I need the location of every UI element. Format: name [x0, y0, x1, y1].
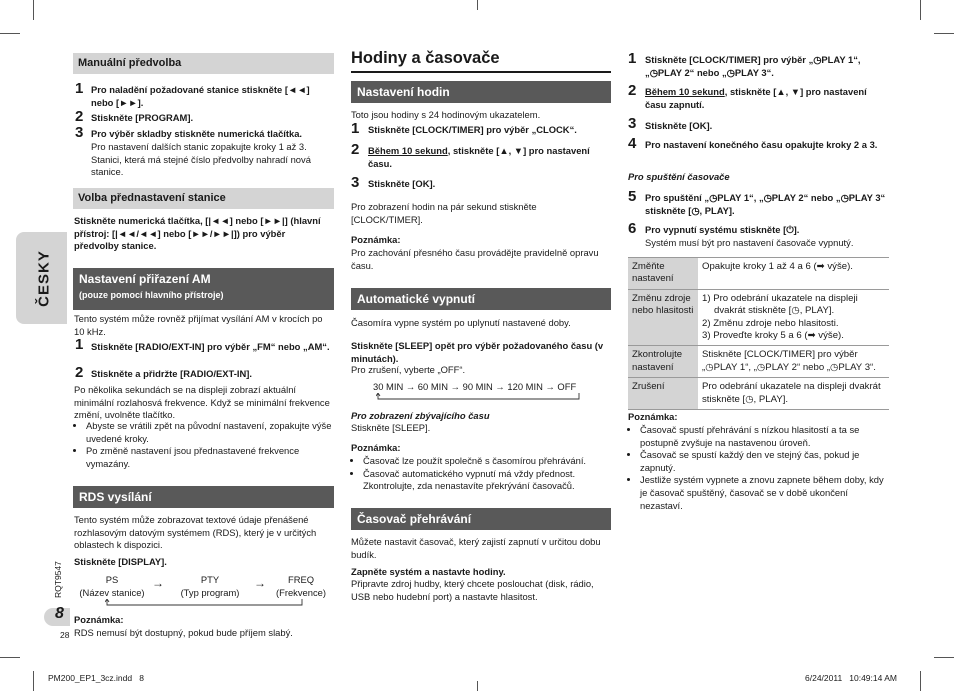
rds-pty-label: PTY	[200, 574, 220, 585]
am-step-1: Stiskněte [RADIO/EXT-IN] pro výběr „FM“ nebo „AM“.	[91, 341, 330, 352]
table-header-cell: Zrušení	[628, 378, 698, 410]
table-row	[628, 289, 889, 346]
crop-mark	[934, 657, 954, 658]
step-number: 2	[351, 141, 360, 158]
crop-mark	[33, 0, 34, 20]
clock-step-2-text: , stiskněte [▲, ▼] pro nastavení času.	[368, 145, 590, 169]
crop-mark	[477, 681, 478, 691]
table-header-cell: Změňte nastavení	[628, 258, 698, 290]
rds-freq-sub: (Frekvence)	[275, 586, 326, 598]
crop-mark	[0, 657, 20, 658]
crop-mark	[477, 0, 478, 10]
step-number: 3	[628, 115, 637, 132]
am-setting-heading	[73, 268, 334, 310]
crop-mark	[33, 671, 34, 691]
sleep-notes	[351, 455, 609, 493]
clock-heading: Nastavení hodin	[351, 81, 611, 103]
am-bullet-2: • Po změně nastavení jsou přednastavené frekvence vymazány.	[86, 445, 332, 470]
title-rule	[351, 71, 611, 73]
play-step-4: Pro nastavení konečného času opakujte kroky 2 a 3.	[645, 139, 878, 150]
rds-freq	[266, 574, 336, 599]
play-step-6-detail: Systém musí být pro nastavení časovače vypnutý.	[645, 237, 854, 248]
play-step-3: Stiskněte [OK].	[645, 120, 713, 131]
rds-heading: RDS vysílání	[73, 486, 334, 508]
sleep-remaining: Stiskněte [SLEEP].	[351, 422, 431, 433]
clock-display: Pro zobrazení hodin na pár sekund stiskněte [CLOCK/TIMER].	[351, 201, 537, 225]
rds-ps-label: PS	[105, 574, 119, 585]
play-note-2: • Časovač se spustí každý den ve stejný čas, pokud je zapnutý.	[640, 449, 886, 474]
play-step-2-underline: Během 10 sekund	[645, 86, 725, 97]
crop-mark	[0, 33, 20, 34]
play-step-1: Stiskněte [CLOCK/TIMER] pro výběr „◷PLAY 1“, „◷PLAY 2“ nebo „◷PLAY 3“.	[645, 54, 861, 78]
step-number: 1	[351, 120, 360, 137]
table-row	[628, 378, 889, 410]
am-step-2: Stiskněte a přidržte [RADIO/EXT-IN].	[91, 368, 252, 379]
table-row	[628, 346, 889, 378]
step-number: 2	[75, 108, 84, 125]
page-number-sub: 28	[60, 630, 70, 640]
manual-step-3: Pro výběr skladby stiskněte numerická tlačítka.	[91, 128, 303, 139]
manual-preset-heading: Manuální předvolba	[73, 53, 334, 74]
preset-select-heading: Volba přednastavení stanice	[73, 188, 334, 209]
am-setting-subtitle: (pouze pomocí hlavního přístroje)	[79, 290, 224, 300]
table-cell-line: 3) Proveďte kroky 5 a 6 (➡ výše).	[702, 330, 844, 342]
rds-ps-sub: (Název stanice)	[79, 586, 145, 598]
clock-step-2	[368, 145, 608, 170]
rds-pty-sub: (Typ program)	[180, 586, 240, 598]
rds-note-label: Poznámka:	[74, 614, 124, 625]
sleep-note-label: Poznámka:	[351, 442, 401, 453]
play-timer-prep-label: Zapněte systém a nastavte hodiny.	[351, 566, 506, 577]
sleep-sequence: 30 MIN → 60 MIN → 90 MIN → 120 MIN → OFF	[373, 381, 577, 392]
rds-arrow: →	[152, 576, 164, 590]
am-bullets	[74, 420, 332, 470]
rqt-code: RQT9547	[53, 561, 63, 598]
language-tab-label: ČESKY	[35, 250, 53, 307]
table-row	[628, 258, 889, 290]
clock-note: Pro zachování přesného času provádějte pravidelně opravu času.	[351, 247, 599, 271]
play-step-2	[645, 86, 888, 111]
manual-step-1: Pro naladění požadované stanice stiskněte [◄◄] nebo [►►].	[91, 84, 310, 108]
step-number: 1	[628, 50, 637, 67]
clock-note-label: Poznámka:	[351, 234, 401, 245]
crop-mark	[920, 671, 921, 691]
section-title: Hodiny a časovače	[351, 49, 500, 67]
play-note-label: Poznámka:	[628, 411, 678, 422]
play-timer-prep: Připravte zdroj hudby, který chcete poslouchat (disk, rádio, USB nebo hudební port) a nastavte hlasitost.	[351, 578, 594, 602]
step-number: 4	[628, 135, 637, 152]
play-note-1: • Časovač spustí přehrávání s nízkou hlasitostí a ta se postupně zvyšuje na nastavenou úroveň.	[640, 424, 886, 449]
am-setting-title: Nastavení přiřazení AM	[79, 272, 211, 286]
play-notes	[628, 424, 886, 512]
manual-step-2: Stiskněte [PROGRAM].	[91, 112, 194, 123]
crop-mark	[920, 0, 921, 20]
page-number: 8	[55, 605, 64, 622]
sleep-note-1: • Časovač lze použít společně s časomírou přehrávání.	[363, 455, 609, 468]
rds-intro: Tento systém může zobrazovat textové údaje přenášené rozhlasovým datovým systémem (RDS), který je v určitých oblastech k dispozici.	[74, 514, 317, 551]
footer-file: PM200_EP1_3cz.indd 8	[48, 673, 144, 683]
sleep-note-2: • Časovač automatického vypnutí má vždy přednost. Zkontrolujte, zda nenastavíte překrývání časovačů.	[363, 468, 609, 493]
sleep-remaining-label: Pro zobrazení zbývajícího času	[351, 410, 490, 421]
sleep-intro: Časomíra vypne systém po uplynutí nastavené doby.	[351, 317, 571, 328]
play-step-5: Pro spuštění „◷PLAY 1“, „◷PLAY 2“ nebo „◷PLAY 3“ stiskněte [◷, PLAY].	[645, 192, 886, 216]
play-timer-heading: Časovač přehrávání	[351, 508, 611, 530]
step-number: 3	[75, 124, 84, 141]
crop-mark	[934, 33, 954, 34]
play-start-label: Pro spuštění časovače	[628, 171, 730, 182]
play-timer-intro: Můžete nastavit časovač, který zajistí zapnutí v určitou dobu budík.	[351, 536, 601, 560]
step-number: 2	[628, 82, 637, 99]
play-step-6: Pro vypnutí systému stiskněte [⏻].	[645, 224, 800, 235]
table-cell-line: 2) Změnu zdroje nebo hlasitosti.	[702, 317, 839, 329]
step-number: 3	[351, 174, 360, 191]
footer-date: 6/24/2011 10:49:14 AM	[805, 673, 897, 683]
table-header-cell: Zkontrolujte nastavení	[628, 346, 698, 378]
rds-note: RDS nemusí být dostupný, pokud bude příjem slabý.	[74, 627, 293, 638]
play-note-3: • Jestliže systém vypnete a znovu zapnete během doby, kdy je časovač spuštěný, časovač se v době ukončení nezastaví.	[640, 474, 886, 512]
step-number: 5	[628, 188, 637, 205]
table-cell-line: 1) Pro odebrání ukazatele na displeji dvakrát stiskněte [◷, PLAY].	[702, 292, 858, 317]
clock-step-1: Stiskněte [CLOCK/TIMER] pro výběr „CLOCK“.	[368, 124, 577, 135]
table-cell: Opakujte kroky 1 až 4 a 6 (➡ výše).	[698, 258, 889, 290]
am-bullet-1: • Abyste se vrátili zpět na původní nastavení, zopakujte výše uvedené kroky.	[86, 420, 332, 445]
table-cell: Stiskněte [CLOCK/TIMER] pro výběr „◷PLAY 1“, „◷PLAY 2“ nebo „◷PLAY 3“.	[698, 346, 889, 378]
step-number: 2	[75, 364, 84, 381]
step-number: 1	[75, 80, 84, 97]
rds-arrow: →	[254, 576, 266, 590]
clock-intro: Toto jsou hodiny s 24 hodinovým ukazatelem.	[351, 109, 541, 120]
sleep-loop-arrow	[376, 393, 582, 403]
rds-pty	[172, 574, 248, 599]
timer-table	[628, 257, 889, 410]
clock-step-3: Stiskněte [OK].	[368, 178, 436, 189]
sleep-press: Stiskněte [SLEEP] opět pro výběr požadovaného času (v minutách).	[351, 340, 604, 364]
step-number: 1	[75, 336, 84, 353]
preset-select-text: Stiskněte numerická tlačítka, [|◄◄] nebo [►►|] (hlavní přístroj: [|◄◄/◄◄] nebo [►►/►►|]) pro výběr předvolby stanice.	[74, 215, 321, 252]
table-cell	[698, 289, 889, 346]
manual-step-3-detail: Pro nastavení dalších stanic zopakujte kroky 1 až 3. Stanici, která má stejné číslo předvolby nahradí nová stanice.	[91, 141, 311, 178]
rds-press: Stiskněte [DISPLAY].	[74, 556, 167, 567]
table-cell: Pro odebrání ukazatele na displeji dvakrát stiskněte [◷, PLAY].	[698, 378, 889, 410]
rds-ps	[74, 574, 150, 599]
rds-freq-label: FREQ	[287, 574, 315, 585]
am-after: Po několika sekundách se na displeji zobrazí aktuální minimální rozlahosvá frekvence. Když se minimální frekvence změní, uvolněte tlačítko.	[74, 384, 330, 421]
play-step-2-text: , stiskněte [▲, ▼] pro nastavení času zapnutí.	[645, 86, 867, 110]
am-intro: Tento systém může rovněž přijímat vysílání AM v krocích po 10 kHz.	[74, 313, 323, 337]
table-header-cell: Změnu zdroje nebo hlasitosti	[628, 289, 698, 346]
step-number: 6	[628, 220, 637, 237]
clock-step-2-underline: Během 10 sekund	[368, 145, 448, 156]
rds-loop-arrow	[105, 599, 305, 609]
sleep-heading: Automatické vypnutí	[351, 288, 611, 310]
sleep-cancel: Pro zrušení, vyberte „OFF“.	[351, 364, 466, 375]
